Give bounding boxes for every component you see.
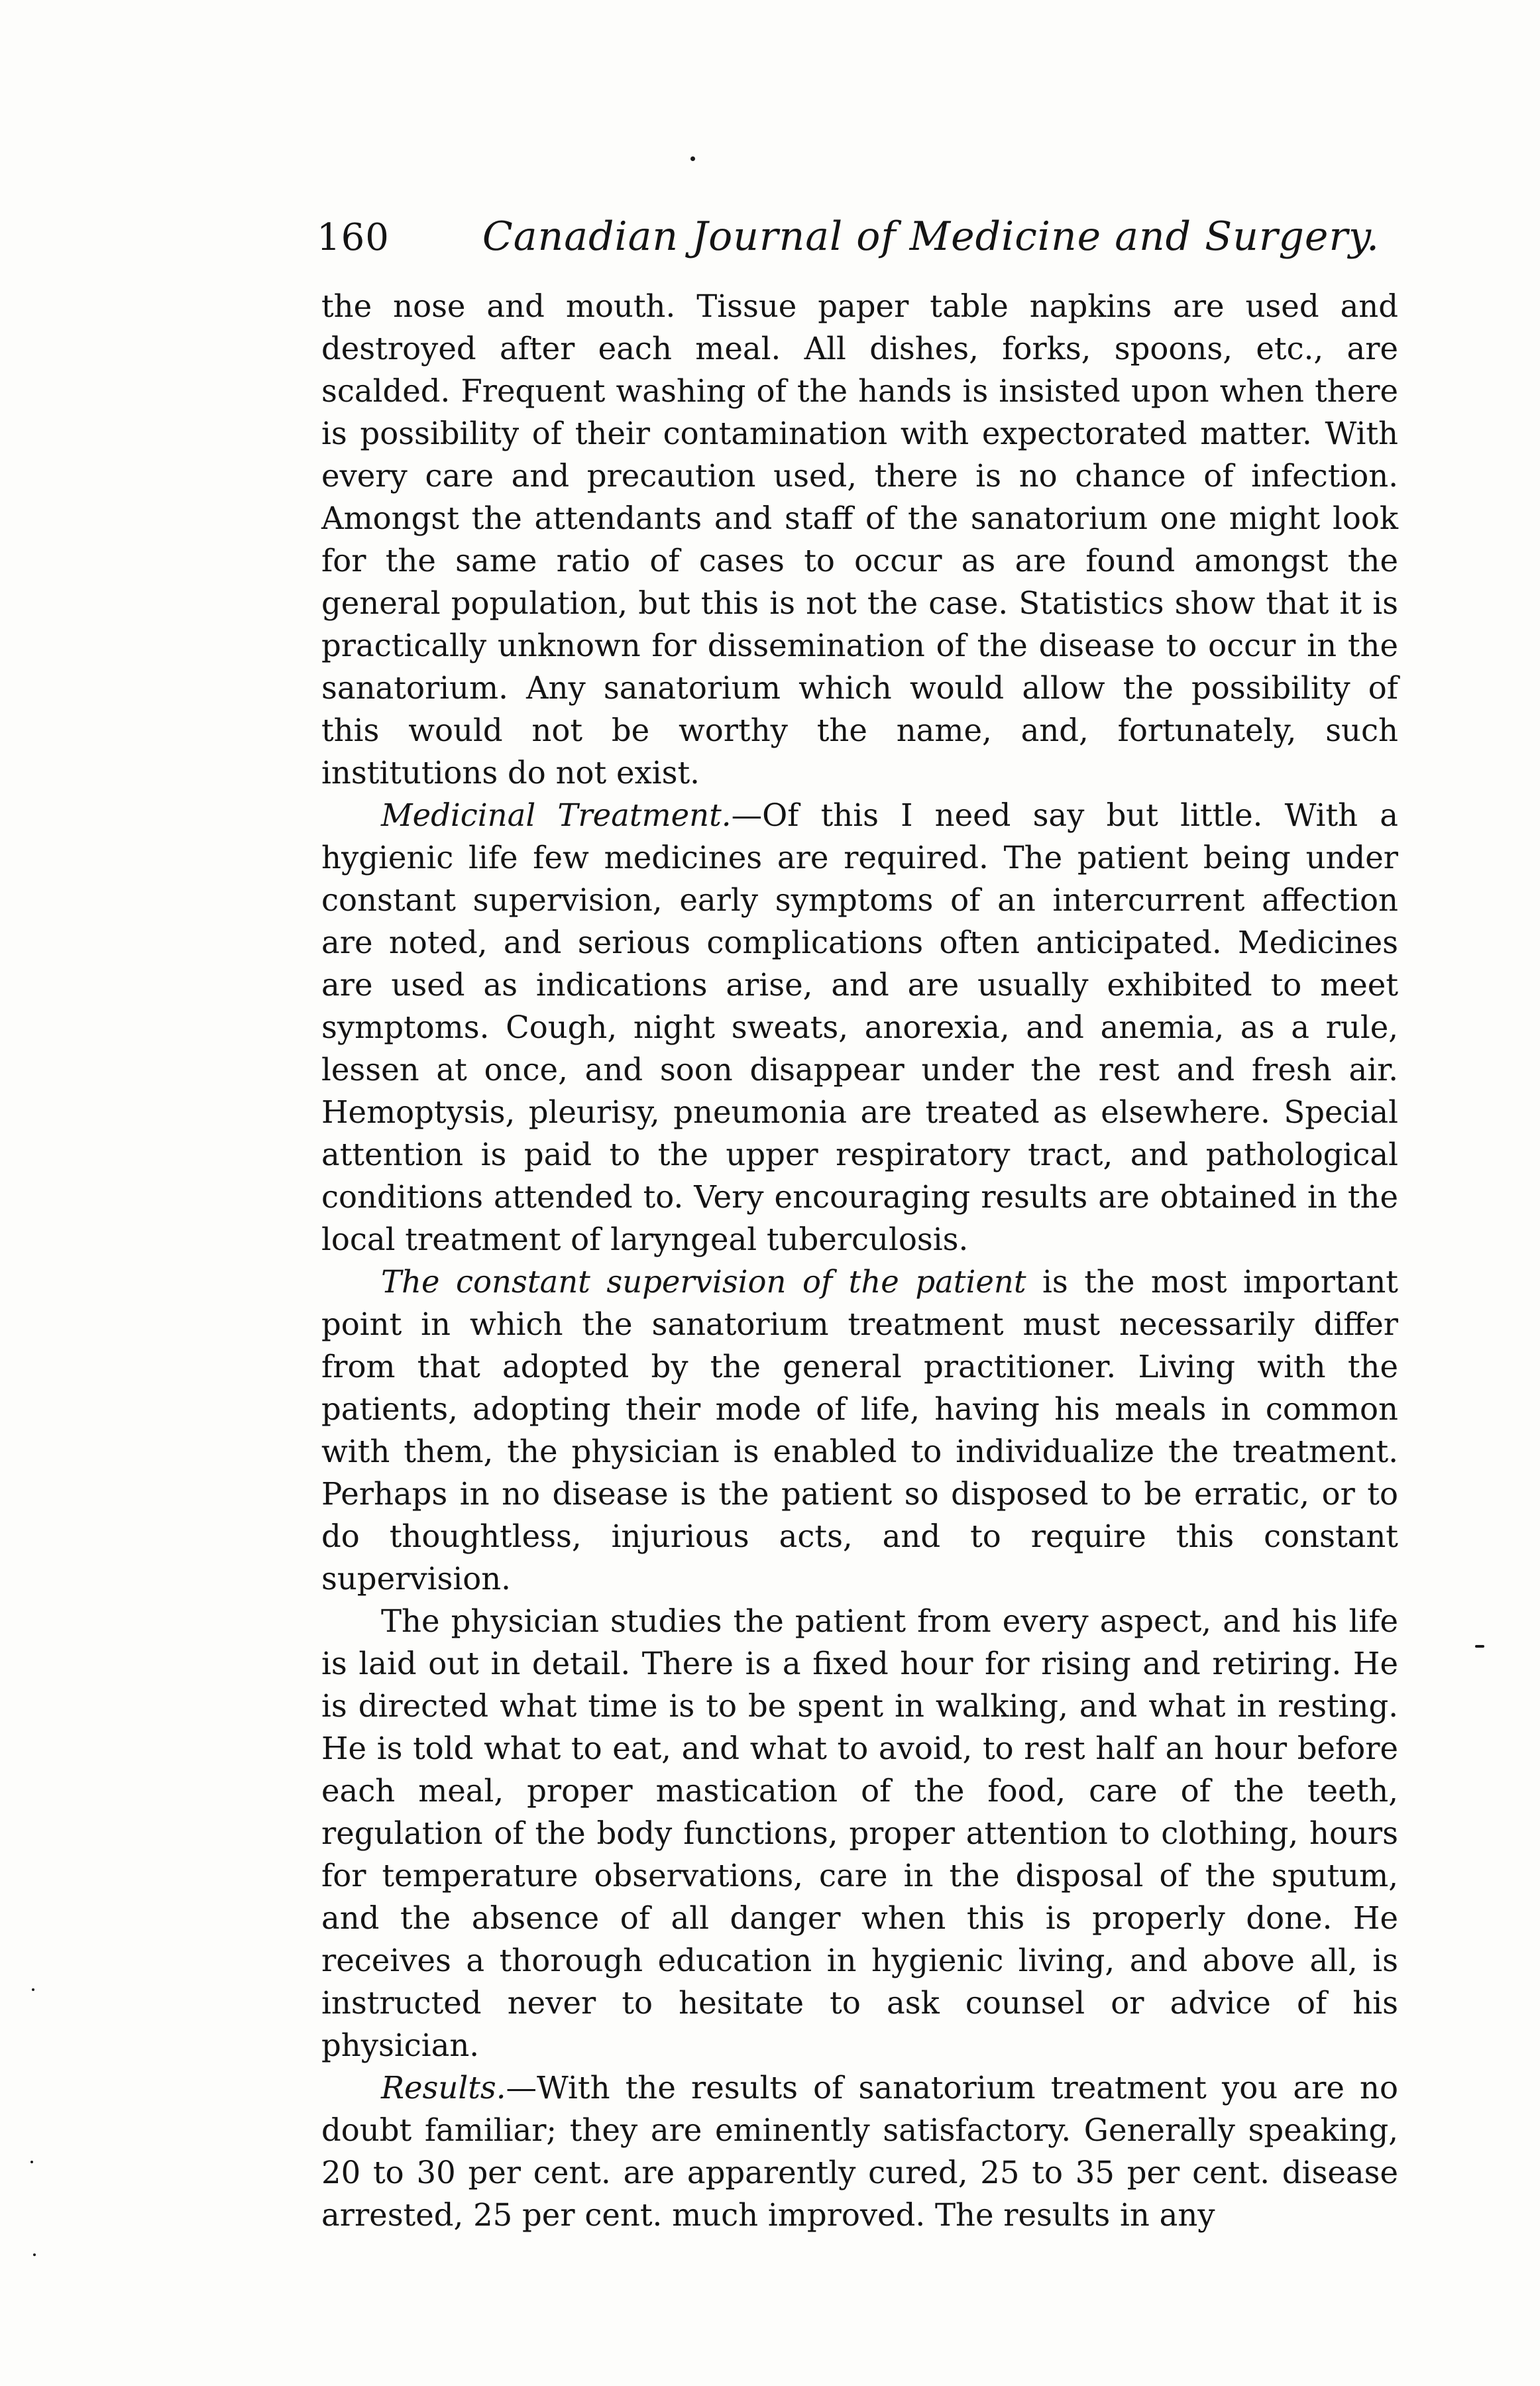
ink-speck (30, 2161, 33, 2163)
paragraph-text: The physician studies the patient from every aspect, and his life is laid out in detail. There is a fixed hour for rising and retiring. He is directed what time is to be spent in walking, and what in resting. He is told what to eat, and what to avoid, to rest half an hour before each meal, proper mastication of the food, care of the teeth, regulation of the body functions, proper attention to clothing, hours for temperature observations, care in the disposal of the sputum, and the absence of all danger when this is properly done. He receives a thorough education in hygienic living, and above all, is instructed never to hesitate to ask counsel or advice of his physician. (321, 1603, 1398, 2063)
paragraph-text: the nose and mouth. Tissue paper table napkins are used and destroyed after each meal. All dishes, forks, spoons, etc., are scalded. Frequent washing of the hands is insisted upon when there is possibility of their contamination with expectorated matter. With every care and precaution used, there is no chance of infection. Amongst the attendants and staff of the sanatorium one might look for the same ratio of cases to occur as are found amongst the general population, but this is not the case. Statistics show that it is practically unknown for dissemination of the disease to occur in the sanatorium. Any sanatorium which would allow the possibility of this would not be worthy the name, and, fortunately, such institutions do not exist. (321, 288, 1398, 791)
section-lead-medicinal-treatment: Medicinal Treatment. (381, 797, 732, 833)
paragraph-constant-supervision (321, 1261, 1398, 1600)
article-body (321, 285, 1398, 2236)
paragraph-physician-studies (321, 1600, 1398, 2067)
ink-speck (32, 1988, 34, 1991)
paragraph-text: —With the results of sanatorium treatment you are no doubt familiar; they are eminently satisfactory. Generally speaking, 20 to 30 per cent. are apparently cured, 25 to 35 per cent. disease arrested, 25 per cent. much improved. The results in any (321, 2070, 1398, 2233)
page-number: 160 (317, 216, 390, 259)
paragraph-text: is the most important point in which the sanatorium treatment must necessarily differ from that adopted by the general practitioner. Living with the patients, adopting their mode of life, having his meals in common with them, the physician is enabled to individualize the treatment. Perhaps in no disease is the patient so disposed to be erratic, or to do thoughtless, injurious acts, and to require this constant supervision. (321, 1264, 1398, 1597)
running-head-journal-title: Canadian Journal of Medicine and Surgery. (482, 213, 1380, 260)
section-lead-constant-supervision: The constant supervision of the patient (381, 1264, 1026, 1300)
ink-speck (33, 2253, 36, 2256)
section-lead-results: Results. (381, 2070, 506, 2106)
paragraph-infection-precautions (321, 285, 1398, 794)
ink-speck (690, 156, 695, 161)
paragraph-results (321, 2067, 1398, 2236)
paragraph-text: —Of this I need say but little. With a hygienic life few medicines are required. The patient being under constant supervision, early symptoms of an intercurrent affection are noted, and serious complications often anticipated. Medicines are used as indications arise, and are usually exhibited to meet symptoms. Cough, night sweats, anorexia, and anemia, as a rule, lessen at once, and soon disappear under the rest and fresh air. Hemoptysis, pleurisy, pneumonia are treated as elsewhere. Special attention is paid to the upper respiratory tract, and pathological conditions attended to. Very encouraging results are obtained in the local treatment of laryngeal tuberculosis. (321, 797, 1398, 1257)
ink-speck (1475, 1645, 1484, 1648)
page-header (317, 213, 1403, 266)
paragraph-medicinal-treatment (321, 794, 1398, 1261)
